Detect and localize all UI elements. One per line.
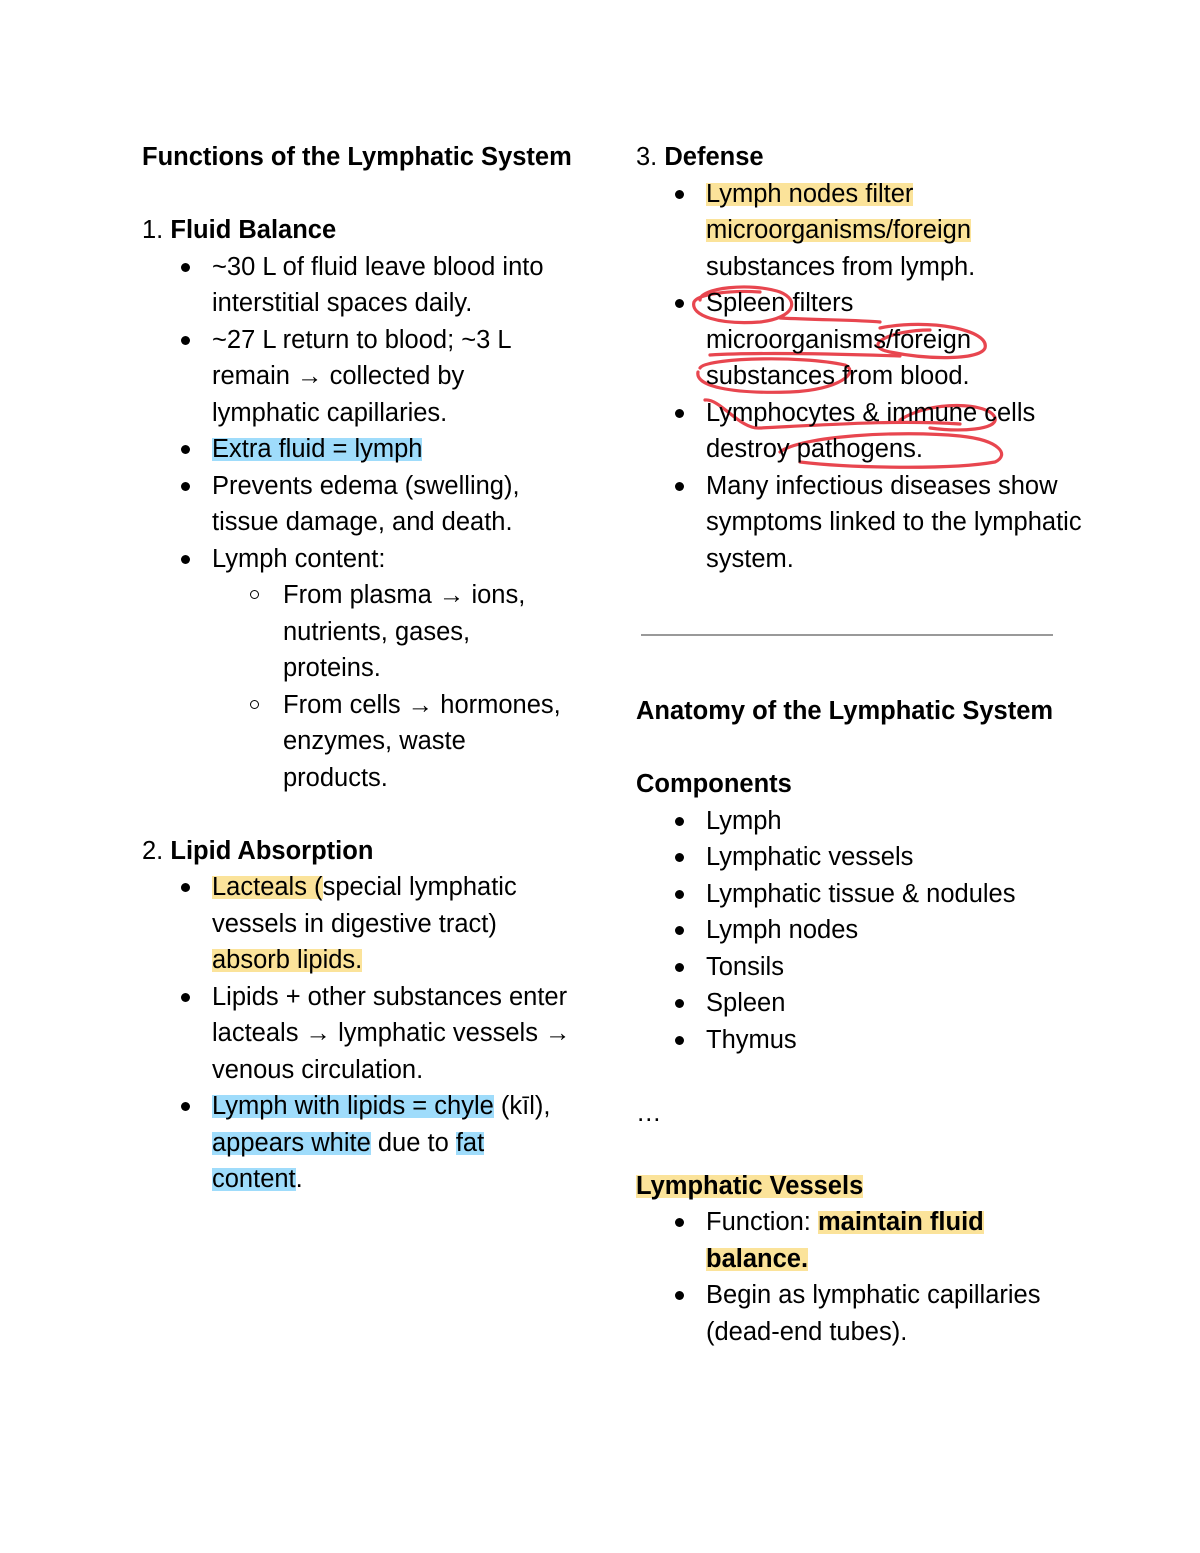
fluid-balance-list bbox=[142, 249, 572, 797]
horizontal-divider bbox=[641, 634, 1053, 636]
list-item: Begin as lymphatic capillaries (dead-end tubes). bbox=[636, 1277, 1086, 1350]
section-number: 2. bbox=[142, 836, 164, 865]
sub-list-item: From plasma → ions, nutrients, gases, proteins. bbox=[212, 577, 572, 687]
list-item: Tonsils bbox=[636, 949, 1086, 986]
list-item: Thymus bbox=[636, 1022, 1086, 1059]
components-title: Components bbox=[636, 770, 792, 798]
section-number: 1. bbox=[142, 216, 164, 244]
text: special lymphatic vessels in digestive tract) bbox=[212, 873, 517, 938]
highlight-yellow: absorb lipids. bbox=[212, 946, 363, 974]
highlight-blue: Lymph with lipids = chyle bbox=[212, 1092, 494, 1120]
list-item bbox=[636, 176, 1086, 286]
text: due to bbox=[370, 1128, 456, 1157]
list-item: Lipids + other substances enter lacteals → lymphatic vessels → venous circulation. bbox=[142, 979, 572, 1089]
highlight-yellow: Lymphatic Vessels bbox=[636, 1171, 864, 1200]
text: (kīl), bbox=[493, 1092, 551, 1120]
page-title: Functions of the Lymphatic System bbox=[142, 143, 572, 171]
list-item bbox=[142, 1088, 572, 1198]
text: substances from lymph. bbox=[706, 252, 976, 281]
list-item: Lymphatic vessels bbox=[636, 839, 1086, 876]
right-column bbox=[636, 139, 1086, 1350]
vessels-title bbox=[636, 1168, 1086, 1205]
sub-list-item: From cells → hormones, enzymes, waste products. bbox=[212, 687, 572, 797]
text: . bbox=[295, 1165, 303, 1193]
ellipsis: … bbox=[636, 1098, 662, 1127]
list-item: ~30 L of fluid leave blood into interstitial spaces daily. bbox=[142, 249, 572, 322]
section-title: Lipid Absorption bbox=[170, 836, 374, 865]
section-defense bbox=[636, 139, 1086, 176]
anatomy-title: Anatomy of the Lymphatic System bbox=[636, 697, 1054, 725]
section-title: Defense bbox=[664, 143, 764, 171]
list-item-label: Lymph content: bbox=[212, 544, 386, 573]
list-item: Prevents edema (swelling), tissue damage, and death. bbox=[142, 468, 572, 541]
list-item: Lymphocytes & immune cells destroy pathogens. bbox=[636, 395, 1086, 468]
section-fluid-balance bbox=[142, 212, 572, 249]
vessels-list bbox=[636, 1204, 1086, 1350]
list-item bbox=[636, 1204, 1086, 1277]
section-title: Fluid Balance bbox=[170, 216, 337, 244]
lymph-content-sublist bbox=[212, 577, 572, 796]
components-list bbox=[636, 803, 1086, 1059]
list-item: ~27 L return to blood; ~3 L remain → collected by lymphatic capillaries. bbox=[142, 322, 572, 432]
list-item: Lymph nodes bbox=[636, 912, 1086, 949]
list-item bbox=[142, 869, 572, 979]
defense-list bbox=[636, 176, 1086, 578]
highlight-blue: appears white bbox=[212, 1128, 371, 1157]
list-item: Spleen filters microorganisms/foreign substances from blood. bbox=[636, 285, 1086, 395]
section-lipid-absorption bbox=[142, 833, 572, 870]
left-column bbox=[142, 139, 572, 1198]
section-number: 3. bbox=[636, 143, 658, 171]
highlight-yellow: Lymph nodes filter microorganisms/foreign bbox=[706, 179, 972, 244]
text: Function: bbox=[706, 1208, 818, 1236]
list-item: Lymph bbox=[636, 803, 1086, 840]
highlight-blue: Extra fluid = lymph bbox=[212, 435, 423, 463]
highlight-yellow: Lacteals ( bbox=[212, 873, 323, 901]
list-item: Spleen bbox=[636, 985, 1086, 1022]
highlight-yellow: maintain fluid balance. bbox=[706, 1208, 984, 1273]
lipid-list bbox=[142, 869, 572, 1198]
list-item: Lymphatic tissue & nodules bbox=[636, 876, 1086, 913]
list-item bbox=[142, 431, 572, 468]
highlight-blue: fat content bbox=[212, 1128, 485, 1193]
list-item: Many infectious diseases show symptoms linked to the lymphatic system. bbox=[636, 468, 1086, 578]
list-item bbox=[142, 541, 572, 797]
